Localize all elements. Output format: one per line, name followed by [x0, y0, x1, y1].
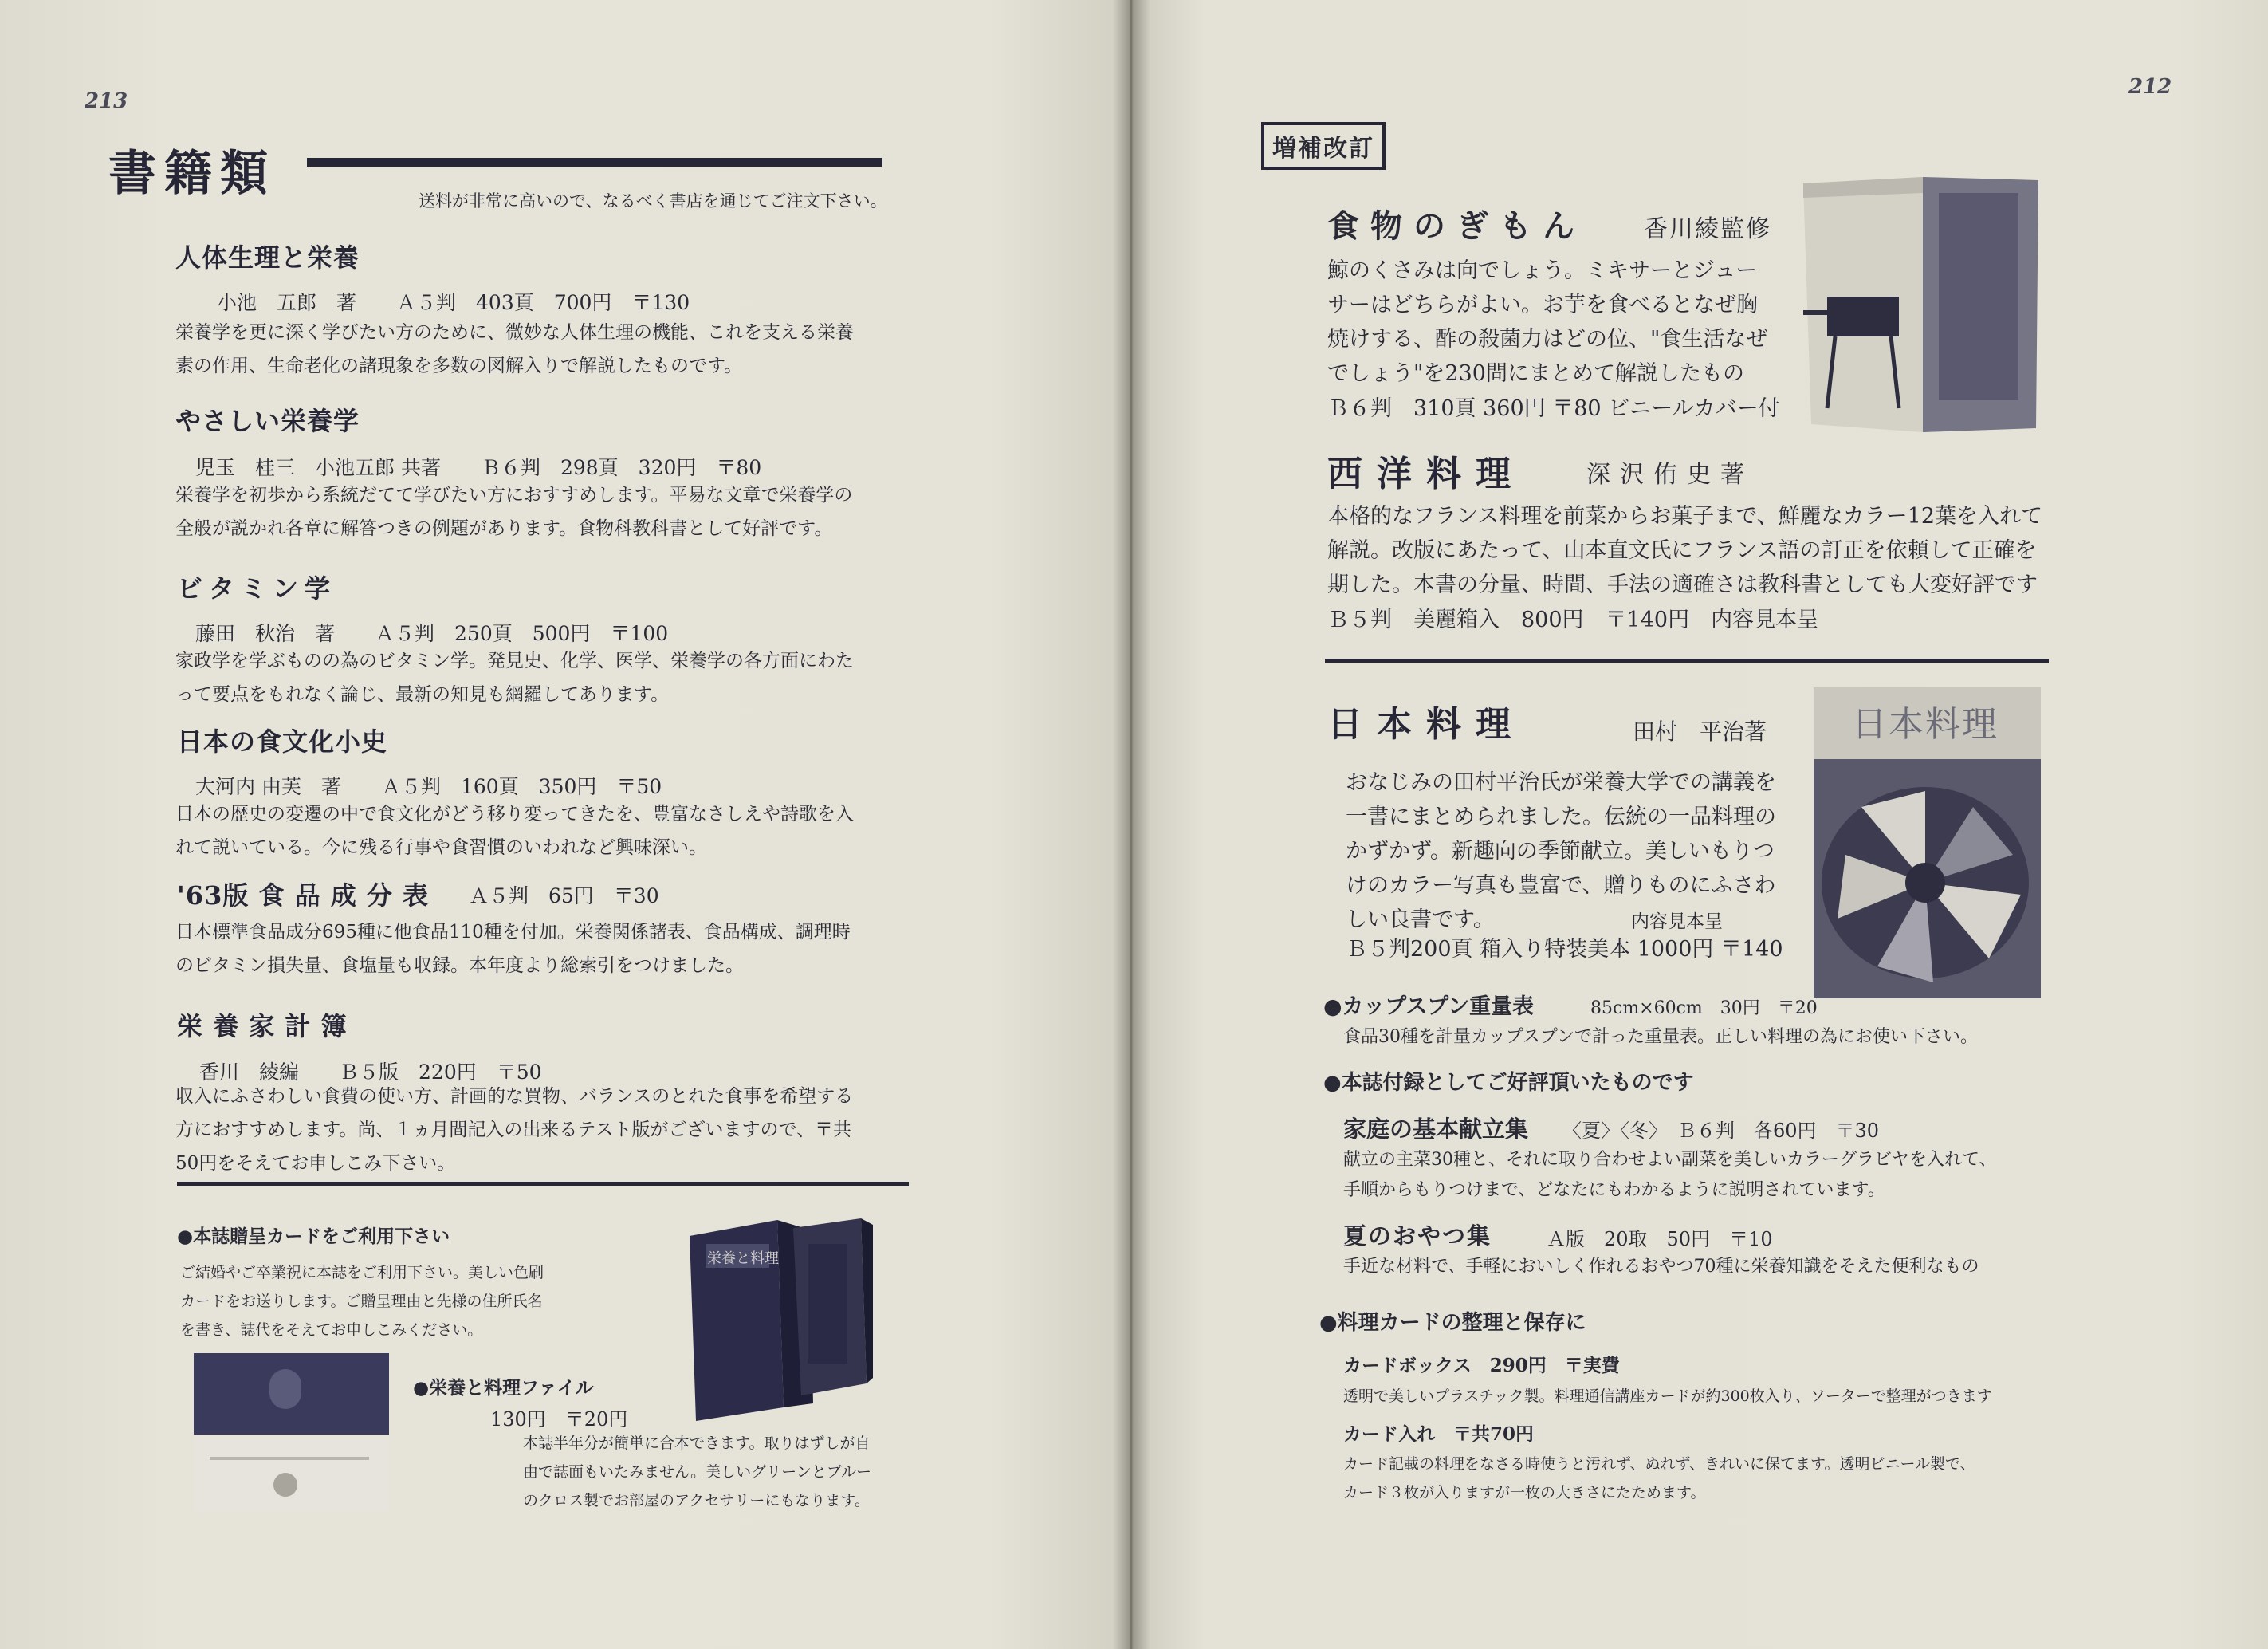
furoku-item-title: 夏のおやつ集	[1343, 1222, 1492, 1250]
card-head: ●本誌贈呈カードをご利用下さい	[177, 1226, 450, 1247]
furoku-item-title: 家庭の基本献立集	[1343, 1116, 1529, 1143]
binder-photo	[682, 1212, 873, 1421]
cup-head: ●カップスプン重量表	[1323, 994, 1535, 1019]
book-author: 香川綾監修	[1644, 215, 1771, 243]
card-case-desc: カード記載の料理をなさる時使うと汚れず、ぬれず、きれいに保てます。透明ビニール製で、 カード３枚が入りますが一枚の大きさにたためます。	[1343, 1455, 1975, 1501]
furoku-item-desc: 手近な材料で、手軽においしく作れるおやつ70種に栄養知識をそえた便利なもの	[1343, 1257, 1979, 1277]
book-meta: Ｂ６判 310頁 360円 〒80 ビニールカバー付	[1327, 396, 1780, 421]
book-desc: 日本の歴史の変遷の中で食文化がどう移り変ってきたを、豊富なさしえや詩歌を入 れて説いている。今に残る行事や食習慣のいわれなど興味深い。	[175, 804, 854, 858]
furoku-item-meta: 〈夏〉〈冬〉 Ｂ６判 各60円 〒30	[1562, 1120, 1880, 1142]
book-gutter	[1112, 0, 1150, 1649]
file-head: ●栄養と料理ファイル	[413, 1377, 594, 1399]
book-title: やさしい栄養学	[175, 406, 360, 436]
file-desc: 本誌半年分が簡単に合本できます。取りはずしが自 由で誌面もいたみません。美しいグリーンとブルー のクロス製でお部屋のアクセサリーにもなります。	[523, 1435, 872, 1509]
book-meta: Ａ５判 65円 〒30	[469, 884, 659, 907]
book-title: 日本料理	[1327, 704, 1525, 745]
book-meta: 香川 綾編 Ｂ５版 220円 〒50	[199, 1061, 542, 1084]
book-title: 日本の食文化小史	[177, 726, 388, 757]
book-title: 栄 養 家 計 簿	[177, 1011, 348, 1041]
book-cover-photo	[1814, 687, 2041, 998]
book-meta: 藤田 秋治 著 Ａ５判 250頁 500円 〒100	[195, 622, 669, 645]
book-meta: 小池 五郎 著 Ａ５判 403頁 700円 〒130	[217, 291, 690, 314]
sample-note: 内容見本呈	[1631, 911, 1723, 932]
card-box-title: カードボックス 290円 〒実費	[1343, 1355, 1620, 1376]
book-title: 人体生理と栄養	[175, 242, 360, 273]
cover-title: 日本料理	[1852, 704, 1999, 745]
book-desc: 栄養学を更に深く学びたい方のために、微妙な人体生理の機能、これを支える栄養 素の作用、生命老化の諸現象を多数の図解入りで解説したものです。	[175, 322, 854, 376]
book-desc: 収入にふさわしい食費の使い方、計画的な買物、バランスのとれた食事を希望する 方におすすめします。尚、１ヵ月間記入の出来るテスト版がございますので、〒共 50円をそえてお申しこみ下さい。	[175, 1086, 854, 1174]
book-author: 深沢侑史著	[1586, 461, 1754, 489]
cup-desc: 食品30種を計量カップスプンで計った重量表。正しい料理の為にお使い下さい。	[1343, 1027, 1979, 1047]
book-title: '63版 食 品 成 分 表	[177, 880, 430, 911]
book-meta: 児玉 桂三 小池五郎 共著 Ｂ６判 298頁 320円 〒80	[195, 456, 762, 479]
order-note: 送料が非常に高いので、なるべく書店を通じてご注文下さい。	[419, 191, 887, 211]
book-title: 西洋料理	[1327, 454, 1525, 494]
furoku-head: ●本誌付録としてご好評頂いたものです	[1323, 1071, 1694, 1095]
section-title: 書籍類	[108, 146, 276, 202]
book-meta: 大河内 由芙 著 Ａ５判 160頁 350円 〒50	[195, 775, 662, 798]
furoku-item-meta: Ａ版 20取 50円 〒10	[1547, 1228, 1773, 1250]
book-author: 田村 平治著	[1633, 718, 1767, 745]
binder-spine-text: 栄養と料理	[707, 1250, 779, 1267]
card-section-head: ●料理カードの整理と保存に	[1319, 1311, 1586, 1335]
card-box-desc: 透明で美しいプラスチック製。料理通信講座カードが約300枚入り、ソーターで整理がつきます	[1343, 1387, 1992, 1405]
book-cover-photo	[1803, 169, 2042, 432]
card-case-title: カード入れ 〒共70円	[1343, 1423, 1535, 1445]
book-desc: おなじみの田村平治氏が栄養大学での講義を 一書にまとめられました。伝統の一品料理の かずかず。新趣向の季節献立。美しいもりつ けのカラー写真も豊富で、贈りものにふさわ しい良書です。	[1346, 770, 1776, 932]
furoku-item-desc: 献立の主菜30種と、それに取り合わせよい副菜を美しいカラーグラビヤを入れて、 手順からもりつけまで、どなたにもわかるように説明されています。	[1343, 1150, 1997, 1200]
gift-card-photo	[194, 1353, 389, 1513]
cup-meta: 85cm×60cm 30円 〒20	[1590, 998, 1818, 1018]
book-desc: 栄養学を初歩から系統だてて学びたい方におすすめします。平易な文章で栄養学の 全般が説かれ各章に解答つきの例題があります。食物科教科書として好評です。	[175, 485, 853, 539]
page-number-right: 212	[2128, 75, 2172, 99]
divider-rule	[1325, 659, 2049, 663]
book-meta: Ｂ５判 美麗箱入 800円 〒140円 内容見本呈	[1327, 608, 1819, 632]
book-desc: 鯨のくさみは向でしょう。ミキサーとジュー サーはどちらがよい。お芋を食べるとなぜ胸 焼けする、酢の殺菌力はどの位、"食生活なぜ でしょう"を230問にまとめて解説したもの	[1327, 258, 1768, 386]
book-desc: 日本標準食品成分695種に他食品110種を付加。栄養関係諸表、食品構成、調理時 のビタミン損失量、食塩量も収録。本年度より総索引をつけました。	[175, 922, 851, 976]
divider-rule	[177, 1182, 909, 1186]
page-number-left: 213	[85, 89, 128, 113]
revised-label: 増補改訂	[1261, 122, 1386, 170]
book-meta: Ｂ５判200頁 箱入り特装美本 1000円 〒140	[1346, 937, 1783, 962]
book-desc: 家政学を学ぶものの為のビタミン学。発見史、化学、医学、栄養学の各方面にわた って要点をもれなく論じ、最新の知見も網羅してあります。	[175, 651, 854, 705]
book-desc: 本格的なフランス料理を前菜からお菓子まで、鮮麗なカラー12葉を入れて 解説。改版にあたって、山本直文氏にフランス語の訂正を依頼して正確を 期した。本書の分量、時間、手法の適確さは教科書としても大変好評です	[1327, 504, 2043, 597]
card-desc: ご結婚やご卒業祝に本誌をご利用下さい。美しい色刷 カードをお送りします。ご贈呈理由と先様の住所氏名 を書き、誌代をそえてお申しこみください。	[180, 1264, 544, 1339]
book-title: ビタミン学	[177, 573, 337, 604]
title-rule	[307, 158, 882, 167]
book-title: 食物のぎもん	[1327, 207, 1586, 245]
file-price: 130円 〒20円	[490, 1408, 628, 1431]
